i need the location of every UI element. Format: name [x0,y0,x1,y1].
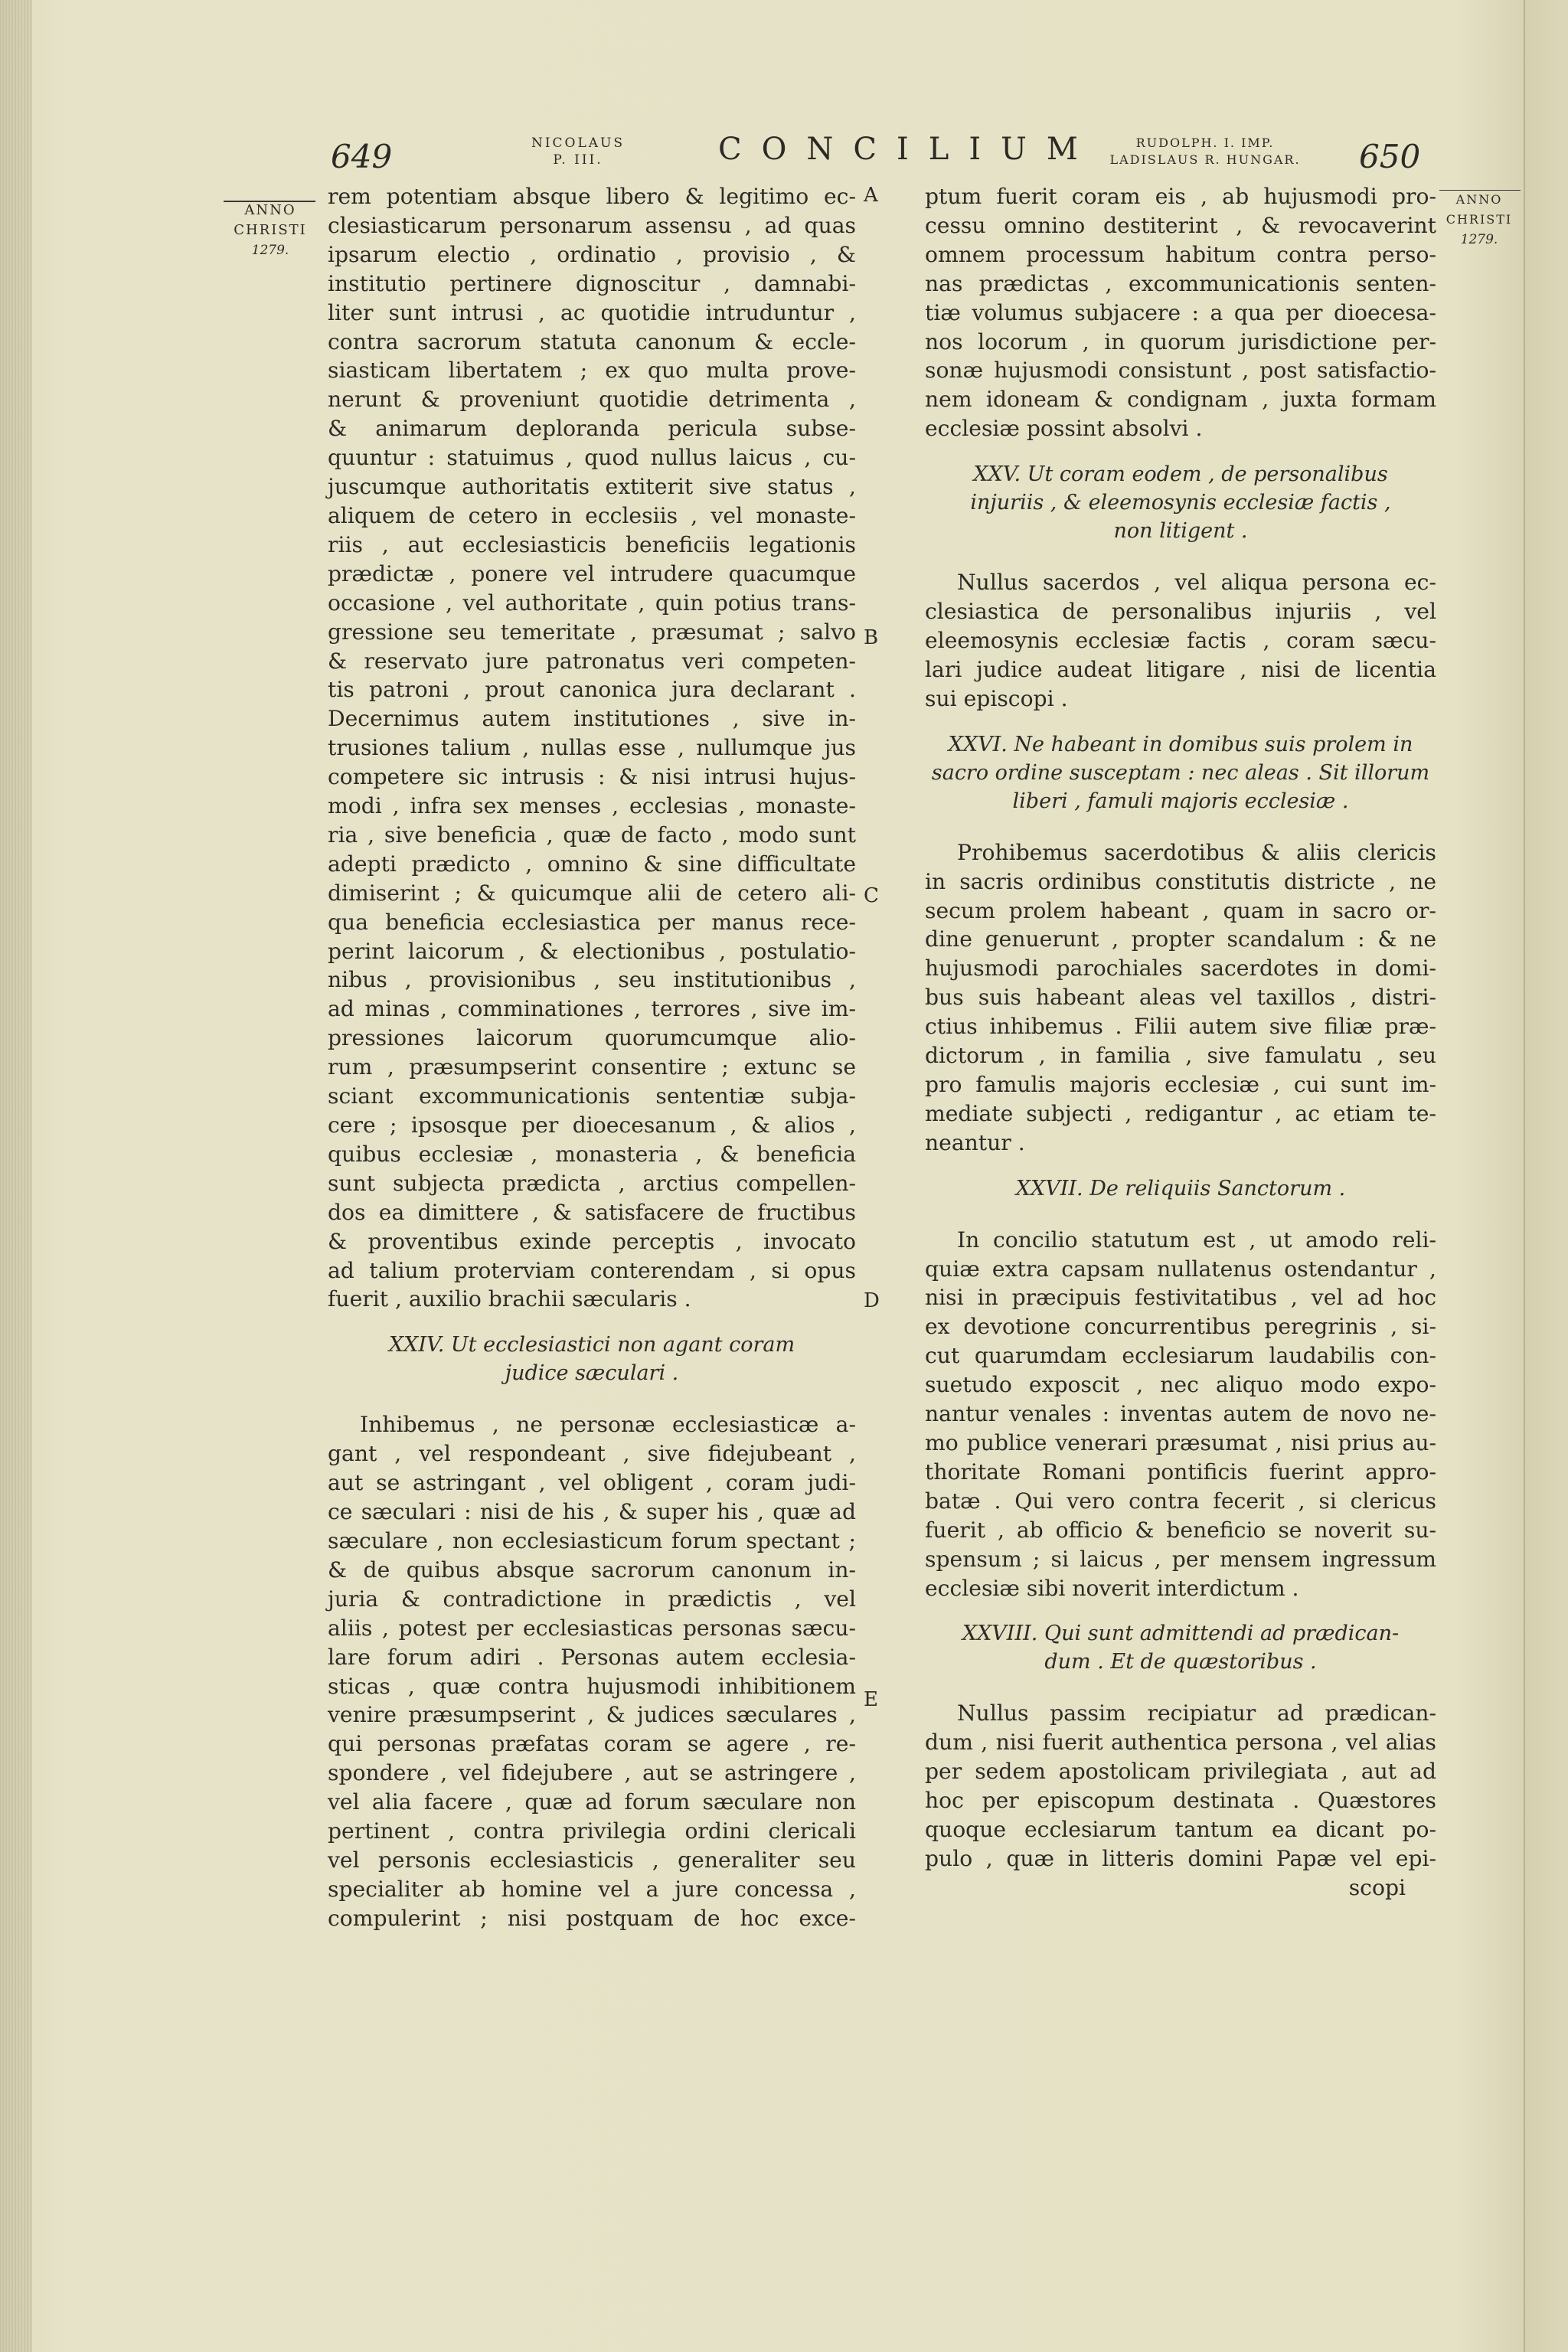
section-letter-e: E [864,1688,878,1711]
text-line: nos locorum , in quorum jurisdictione per- [925,328,1436,354]
chapter-text-27 [925,1226,1436,1603]
text-line: juscumque authoritatis extiterit sive status , [328,474,856,500]
text-line: aut se astringant , vel obligent , coram judi- [328,1470,856,1496]
left-column-paragraph [328,182,856,1314]
margin-note-right [1436,190,1522,250]
text-line: prædictæ , ponere vel intrudere quacumque [328,560,856,586]
text-line: ptum fuerit coram eis , ab hujusmodi pro- [925,184,1436,209]
text-line: ad talium proterviam conterendam , si opus [328,1257,856,1283]
heading-line: XXVI. Ne habeant in domibus suis prolem in [948,732,1413,756]
text-line: quibus ecclesiæ , monasteria , & beneficia [328,1141,856,1167]
chapter-heading-26 [925,730,1436,815]
text-line: ex devotione concurrentibus peregrinis , si- [925,1314,1436,1340]
text-line: spensum ; si laicus , per mensem ingressum [925,1546,1436,1572]
heading-line: liberi , famuli majoris ecclesiæ . [1012,789,1349,813]
chapter-text-26 [925,838,1436,1158]
text-line: rum , præsumpserint consentire ; extunc se [328,1054,856,1080]
text-line: thoritate Romani pontificis fuerint appro- [925,1459,1436,1485]
text-line: competere sic intrusis : & nisi intrusi hujus- [328,764,856,790]
text-line: juria & contradictione in prædictis , vel [328,1586,856,1612]
text-line: quuntur : statuimus , quod nullus laicus , cu- [328,445,856,471]
text-line: in sacris ordinibus constitutis districte , ne [925,868,1436,894]
text-line: ce sæculari : nisi de his , & super his , quæ ad [328,1499,856,1525]
text-line: fuerit , auxilio brachii sæcularis . [328,1286,691,1312]
heading-line: XXIV. Ut ecclesiastici non agant coram [388,1333,795,1357]
text-line: sunt subjecta prædicta , arctius compellen- [328,1170,856,1196]
text-line: vel alia facere , quæ ad forum sæculare non [328,1789,856,1815]
text-line: fuerit , ab officio & beneficio se noverit su- [925,1517,1436,1543]
running-title: CONCILIUM [718,132,1098,167]
margin-anno-right: ANNO [1455,192,1503,207]
text-line: ecclesiæ possint absolvi . [925,416,1203,442]
text-line: trusiones talium , nullas esse , nullumque jus [328,735,856,761]
text-line: pro famulis majoris ecclesiæ , cui sunt im- [925,1071,1436,1097]
text-line: ecclesiæ sibi noverit interdictum . [925,1575,1299,1601]
margin-christi-left: CHRISTI [234,222,307,238]
text-line: qui personas præfatas coram se agere , re- [328,1731,856,1757]
heading-line: XXVIII. Qui sunt admittendi ad prædican- [962,1622,1400,1646]
chapter-text-28 [925,1699,1436,1873]
text-line: Prohibemus sacerdotibus & aliis clericis [957,839,1436,865]
text-line: suetudo exposcit , nec aliquo modo expo- [925,1372,1436,1398]
text-line: nem idoneam & condignam , juxta formam [925,387,1436,413]
text-line: cut quarumdam ecclesiarum laudabilis con- [925,1343,1436,1369]
text-line: batæ . Qui vero contra fecerit , si clericus [925,1488,1436,1514]
text-line: per sedem apostolicam privilegiata , aut ad [925,1759,1436,1785]
right-page-number: 650 [1359,138,1421,175]
text-line: dum , nisi fuerit authentica persona , vel alias [925,1730,1436,1756]
king-name: LADISLAUS R. HUNGAR. [1109,152,1301,167]
text-line: pertinent , contra privilegia ordini clericali [328,1818,856,1844]
adjacent-page-edge [1524,0,1568,2352]
text-line: dictorum , in familia , sive famulatu , seu [925,1043,1436,1069]
text-line: nas prædictas , excommunicationis senten- [925,270,1436,296]
text-line: gressione seu temeritate , præsumat ; salvo [328,619,856,645]
chapter-heading-25 [925,460,1436,545]
chapter-heading-27 [925,1174,1436,1203]
margin-christi-right: CHRISTI [1446,212,1513,227]
section-letter-d: D [864,1289,880,1312]
margin-anno-left: ANNO [244,202,296,218]
text-line: institutio pertinere dignoscitur , damnabi- [328,270,856,296]
catchword: scopi [1348,1874,1406,1900]
text-line: In concilio statutum est , ut amodo reli- [957,1227,1436,1253]
pope-label [521,135,635,168]
text-line: nibus , provisionibus , seu institutionibus , [328,967,856,993]
section-letter-b: B [864,626,879,649]
text-line: aliquem de cetero in ecclesiis , vel monaste- [328,502,856,528]
chapter-heading-24 [328,1331,856,1387]
text-line: secum prolem habeant , quam in sacro or- [925,897,1436,923]
text-line: neantur . [925,1129,1025,1155]
text-line: adepti prædicto , omnino & sine difficultate [328,851,856,877]
text-line: rem potentiam absque libero & legitimo ec- [328,184,856,209]
text-line: bus suis habeant aleas vel taxillos , distri- [925,985,1436,1011]
text-line: Nullus sacerdos , vel aliqua persona ec- [957,570,1436,596]
text-line: modi , infra sex menses , ecclesias , monaste- [328,793,856,819]
margin-year-left: 1279. [251,243,289,258]
text-line: gant , vel respondeant , sive fidejubeant , [328,1441,856,1467]
heading-line: XXVII. De reliquiis Sanctorum . [1015,1176,1346,1200]
text-line: nantur venales : inventas autem de novo ne- [925,1401,1436,1427]
text-line: ad minas , comminationes , terrores , sive im- [328,996,856,1022]
text-line: lari judice audeat litigare , nisi de licentia [925,656,1436,682]
text-line: Nullus passim recipiatur ad prædican- [957,1700,1436,1726]
text-line: specialiter ab homine vel a jure concessa , [328,1876,856,1902]
text-line: Inhibemus , ne personæ ecclesiasticæ a- [360,1412,856,1438]
text-line: hujusmodi parochiales sacerdotes in domi- [925,956,1436,982]
text-line: & reservato jure patronatus veri competen- [328,648,856,674]
margin-year-right: 1279. [1460,232,1498,247]
text-line: siasticam libertatem ; ex quo multa prove- [328,358,856,384]
text-line: eleemosynis ecclesiæ factis , coram sæcu- [925,627,1436,653]
text-line: lare forum adiri . Personas autem ecclesia- [328,1644,856,1670]
text-line: pulo , quæ in litteris domini Papæ vel epi- [925,1845,1436,1871]
text-line: tiæ volumus subjacere : a qua per dioecesa- [925,299,1436,325]
text-line: ctius inhibemus . Filii autem sive filiæ præ- [925,1014,1436,1040]
emperor-name: RUDOLPH. I. IMP. [1135,136,1275,150]
text-line: ipsarum electio , ordinatio , provisio , & [328,241,856,267]
section-letter-a: A [864,184,878,207]
text-line: clesiastica de personalibus injuriis , vel [925,599,1436,625]
text-line: venire præsumpserint , & judices sæculares , [328,1702,856,1728]
text-line: dine genuerunt , propter scandalum : & ne [925,926,1436,952]
right-column-continuation [925,182,1436,443]
text-line: spondere , vel fidejubere , aut se astringere , [328,1760,856,1786]
text-line: ria , sive beneficia , quæ de facto , modo sunt [328,822,856,848]
text-line: clesiasticarum personarum assensu , ad quas [328,212,856,238]
text-line: quoque ecclesiarum tantum ea dicant po- [925,1817,1436,1843]
heading-line: injuriis , & eleemosynis ecclesiæ factis , [970,491,1391,515]
text-line: aliis , potest per ecclesiasticas personas sæcu- [328,1615,856,1641]
text-line: quiæ extra capsam nullatenus ostendantur , [925,1256,1436,1282]
text-line: nisi in præcipuis festivitatibus , vel ad hoc [925,1285,1436,1311]
text-line: Decernimus autem institutiones , sive in- [328,706,856,732]
text-line: sciant excommunicationis sententiæ subja- [328,1083,856,1109]
pope-name: NICOLAUS [531,136,626,151]
text-line: dimiserint ; & quicumque alii de cetero ali- [328,880,856,906]
chapter-text-25 [925,568,1436,714]
heading-line: non litigent . [1113,519,1248,544]
text-line: & proventibus exinde perceptis , invocato [328,1228,856,1254]
ruler-label [1090,135,1320,168]
text-line: compulerint ; nisi postquam de hoc exce- [328,1905,856,1931]
text-line: dos ea dimittere , & satisfacere de fructibus [328,1199,856,1225]
text-line: pressiones laicorum quorumcumque alio- [328,1025,856,1051]
heading-line: sacro ordine susceptam : nec aleas . Sit illorum [931,760,1430,785]
text-line: sonæ hujusmodi consistunt , post satisfactio- [925,358,1436,384]
text-line: sæculare , non ecclesiasticum forum spectant ; [328,1527,856,1553]
text-line: mediate subjecti , redigantur , ac etiam te- [925,1100,1436,1126]
margin-note-left [222,201,318,260]
text-line: occasione , vel authoritate , quin potius trans- [328,590,856,616]
text-line: sticas , quæ contra hujusmodi inhibitionem [328,1673,856,1699]
text-line: tis patroni , prout canonica jura declarant . [328,677,856,703]
text-line: cere ; ipsosque per dioecesanum , & alios , [328,1112,856,1138]
section-letter-c: C [864,884,879,907]
text-line: cessu omnino destiterint , & revocaverint [925,212,1436,238]
text-line: sui episcopi . [925,685,1068,711]
text-line: & animarum deploranda pericula subse- [328,416,856,442]
text-line: qua beneficia ecclesiastica per manus rece- [328,909,856,935]
text-line: liter sunt intrusi , ac quotidie intruduntur , [328,299,856,325]
heading-line: dum . Et de quæstoribus . [1044,1650,1317,1674]
heading-line: judice sæculari . [505,1361,679,1386]
text-line: vel personis ecclesiasticis , generaliter seu [328,1847,856,1873]
text-line: & de quibus absque sacrorum canonum in- [328,1557,856,1583]
page-stack-edge [0,0,32,2352]
text-line: hoc per episcopum destinata . Quæstores [925,1788,1436,1814]
left-column [328,182,856,1933]
right-column [925,182,1436,1903]
chapter-heading-28 [925,1619,1436,1676]
left-page-number: 649 [331,138,393,175]
heading-line: XXV. Ut coram eodem , de personalibus [973,462,1388,487]
text-line: perint laicorum , & electionibus , postulatio- [328,938,856,964]
text-line: nerunt & proveniunt quotidie detrimenta , [328,387,856,413]
text-line: contra sacrorum statuta canonum & eccle- [328,328,856,354]
chapter-text-24 [328,1410,856,1932]
pope-number: P. III. [553,152,603,168]
text-line: omnem processum habitum contra perso- [925,241,1436,267]
text-line: mo publice venerari præsumat , nisi prius au- [925,1430,1436,1455]
text-line: riis , aut ecclesiasticis beneficiis legationis [328,531,856,557]
